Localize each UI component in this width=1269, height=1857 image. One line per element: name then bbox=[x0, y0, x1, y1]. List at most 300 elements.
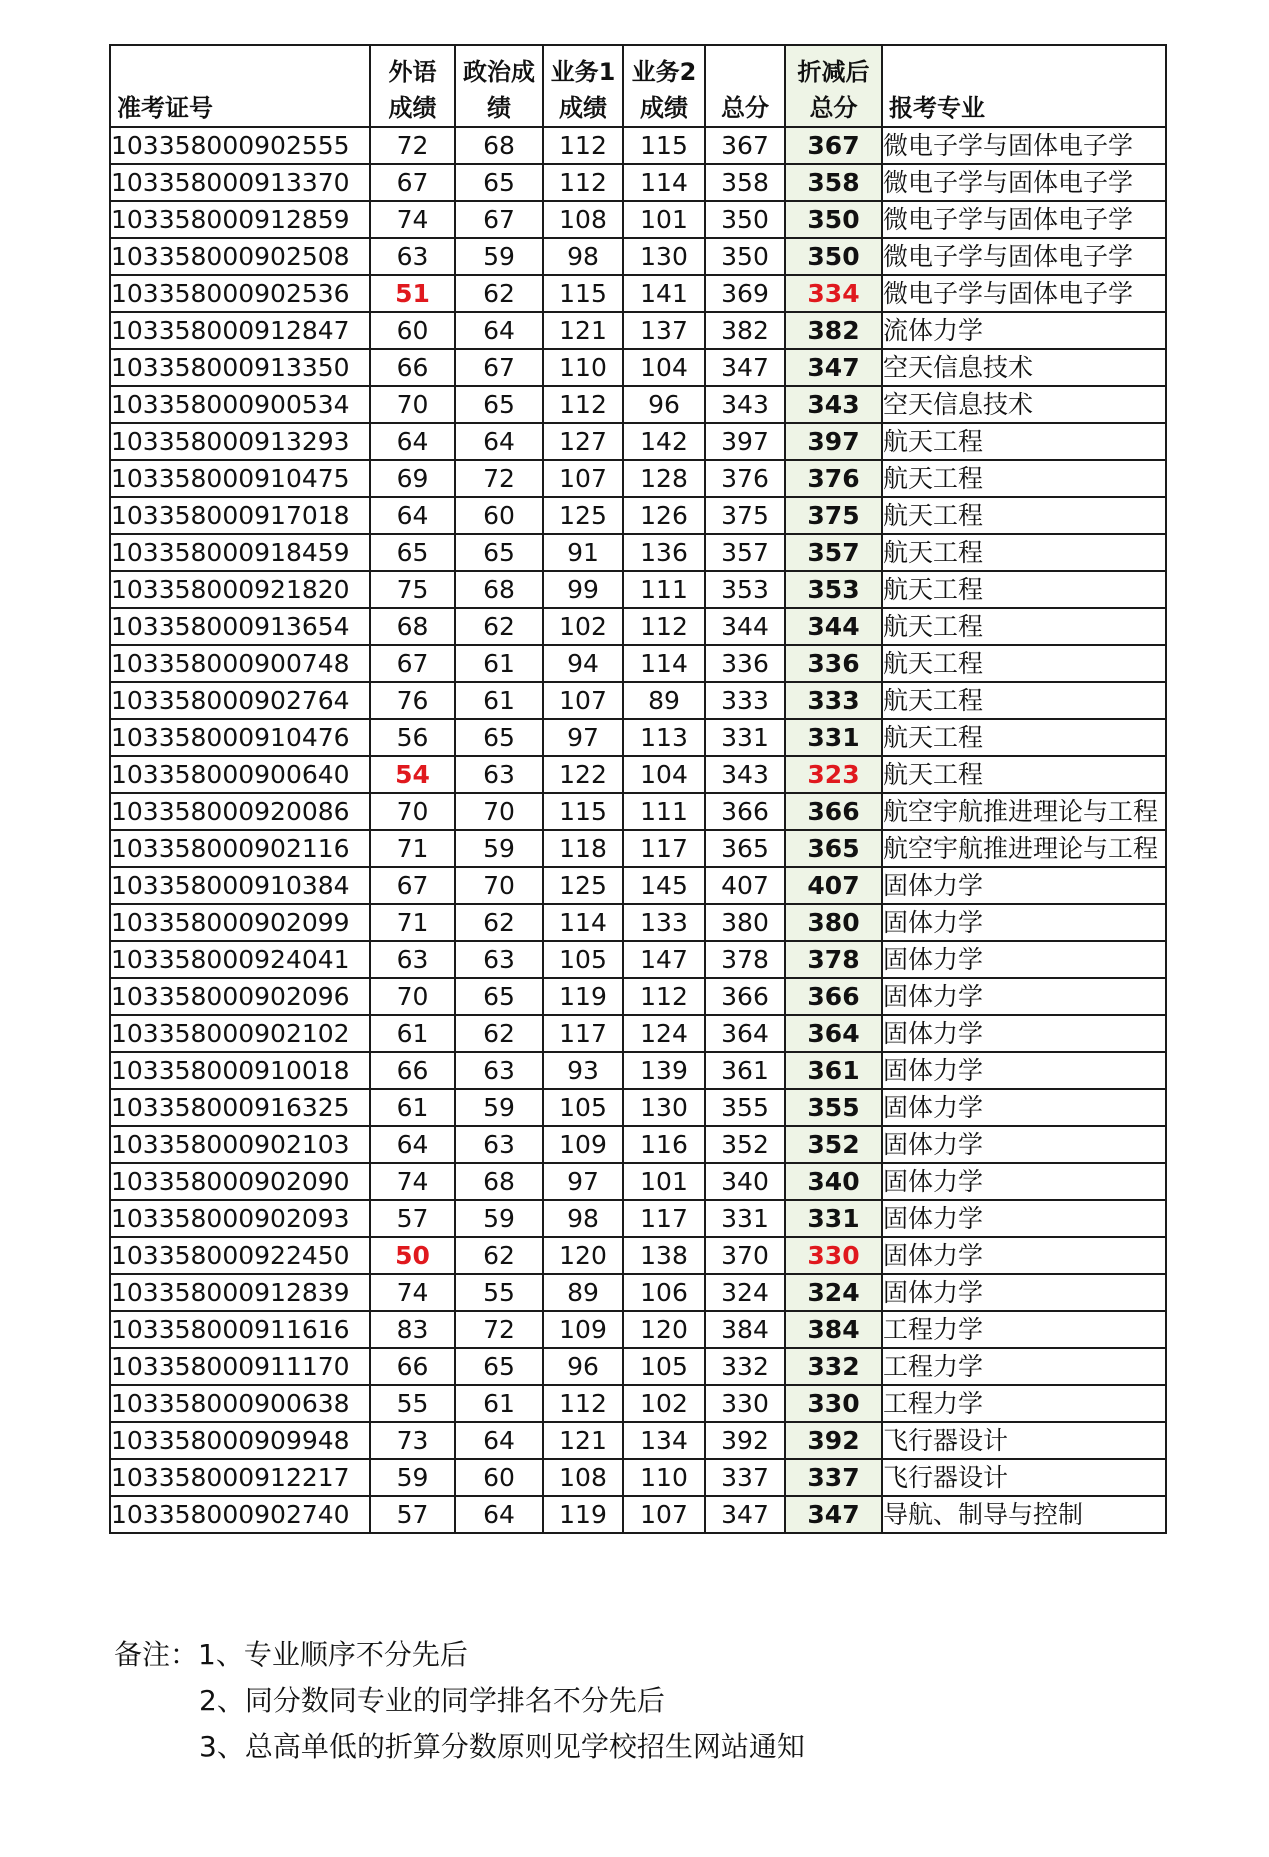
cell-reduced-total: 333 bbox=[785, 682, 882, 719]
cell-subject2: 102 bbox=[623, 1385, 705, 1422]
cell-reduced-total: 347 bbox=[785, 349, 882, 386]
table-row bbox=[110, 608, 1166, 645]
table-row bbox=[110, 1200, 1166, 1237]
cell-total: 343 bbox=[705, 386, 785, 423]
cell-politics: 65 bbox=[455, 978, 543, 1015]
cell-exam-id: 103358000917018 bbox=[110, 497, 370, 534]
cell-subject2: 133 bbox=[623, 904, 705, 941]
cell-subject2: 120 bbox=[623, 1311, 705, 1348]
cell-foreign: 67 bbox=[370, 867, 455, 904]
cell-foreign: 71 bbox=[370, 904, 455, 941]
cell-reduced-total: 355 bbox=[785, 1089, 882, 1126]
table-row bbox=[110, 904, 1166, 941]
cell-exam-id: 103358000902740 bbox=[110, 1496, 370, 1533]
cell-major: 航天工程 bbox=[882, 423, 1166, 460]
cell-total: 380 bbox=[705, 904, 785, 941]
cell-exam-id: 103358000922450 bbox=[110, 1237, 370, 1274]
cell-politics: 62 bbox=[455, 1237, 543, 1274]
cell-total: 366 bbox=[705, 793, 785, 830]
cell-subject2: 124 bbox=[623, 1015, 705, 1052]
cell-total: 324 bbox=[705, 1274, 785, 1311]
cell-foreign: 83 bbox=[370, 1311, 455, 1348]
cell-subject1: 91 bbox=[543, 534, 623, 571]
cell-major: 微电子学与固体电子学 bbox=[882, 275, 1166, 312]
cell-reduced-total: 361 bbox=[785, 1052, 882, 1089]
cell-exam-id: 103358000912217 bbox=[110, 1459, 370, 1496]
cell-reduced-total: 365 bbox=[785, 830, 882, 867]
cell-total: 407 bbox=[705, 867, 785, 904]
cell-major: 微电子学与固体电子学 bbox=[882, 127, 1166, 164]
cell-major: 微电子学与固体电子学 bbox=[882, 238, 1166, 275]
cell-reduced-total: 324 bbox=[785, 1274, 882, 1311]
cell-foreign: 64 bbox=[370, 1126, 455, 1163]
cell-reduced-total: 336 bbox=[785, 645, 882, 682]
cell-exam-id: 103358000913370 bbox=[110, 164, 370, 201]
cell-politics: 64 bbox=[455, 423, 543, 460]
cell-total: 384 bbox=[705, 1311, 785, 1348]
table-row bbox=[110, 793, 1166, 830]
table-row bbox=[110, 1385, 1166, 1422]
cell-subject2: 110 bbox=[623, 1459, 705, 1496]
cell-reduced-total: 323 bbox=[785, 756, 882, 793]
cell-foreign: 66 bbox=[370, 1348, 455, 1385]
cell-subject1: 112 bbox=[543, 1385, 623, 1422]
cell-foreign: 71 bbox=[370, 830, 455, 867]
cell-foreign: 66 bbox=[370, 1052, 455, 1089]
cell-politics: 55 bbox=[455, 1274, 543, 1311]
cell-foreign: 68 bbox=[370, 608, 455, 645]
cell-politics: 67 bbox=[455, 201, 543, 238]
cell-subject2: 138 bbox=[623, 1237, 705, 1274]
cell-total: 378 bbox=[705, 941, 785, 978]
cell-reduced-total: 350 bbox=[785, 201, 882, 238]
table-row bbox=[110, 1052, 1166, 1089]
table-row bbox=[110, 682, 1166, 719]
cell-subject1: 125 bbox=[543, 867, 623, 904]
cell-major: 固体力学 bbox=[882, 941, 1166, 978]
cell-subject1: 119 bbox=[543, 978, 623, 1015]
cell-politics: 63 bbox=[455, 1126, 543, 1163]
cell-exam-id: 103358000900534 bbox=[110, 386, 370, 423]
cell-reduced-total: 382 bbox=[785, 312, 882, 349]
table-row bbox=[110, 867, 1166, 904]
cell-foreign: 70 bbox=[370, 793, 455, 830]
cell-total: 397 bbox=[705, 423, 785, 460]
cell-major: 航天工程 bbox=[882, 571, 1166, 608]
table-row bbox=[110, 830, 1166, 867]
cell-major: 航空宇航推进理论与工程 bbox=[882, 793, 1166, 830]
cell-exam-id: 103358000900640 bbox=[110, 756, 370, 793]
cell-politics: 68 bbox=[455, 571, 543, 608]
cell-subject2: 101 bbox=[623, 1163, 705, 1200]
cell-subject1: 122 bbox=[543, 756, 623, 793]
cell-reduced-total: 367 bbox=[785, 127, 882, 164]
header-politics: 政治成 绩 bbox=[455, 45, 543, 127]
cell-subject2: 111 bbox=[623, 793, 705, 830]
cell-total: 366 bbox=[705, 978, 785, 1015]
cell-exam-id: 103358000910384 bbox=[110, 867, 370, 904]
cell-exam-id: 103358000911170 bbox=[110, 1348, 370, 1385]
cell-subject2: 139 bbox=[623, 1052, 705, 1089]
table-row bbox=[110, 386, 1166, 423]
cell-politics: 63 bbox=[455, 756, 543, 793]
cell-politics: 64 bbox=[455, 312, 543, 349]
cell-exam-id: 103358000913654 bbox=[110, 608, 370, 645]
cell-major: 航天工程 bbox=[882, 497, 1166, 534]
cell-reduced-total: 366 bbox=[785, 978, 882, 1015]
cell-total: 330 bbox=[705, 1385, 785, 1422]
header-foreign: 外语 成绩 bbox=[370, 45, 455, 127]
cell-major: 航天工程 bbox=[882, 608, 1166, 645]
cell-total: 369 bbox=[705, 275, 785, 312]
cell-major: 航天工程 bbox=[882, 460, 1166, 497]
cell-subject1: 99 bbox=[543, 571, 623, 608]
cell-total: 365 bbox=[705, 830, 785, 867]
cell-total: 331 bbox=[705, 719, 785, 756]
table-body bbox=[110, 127, 1166, 1533]
table-row bbox=[110, 645, 1166, 682]
cell-subject1: 112 bbox=[543, 127, 623, 164]
cell-foreign: 74 bbox=[370, 1274, 455, 1311]
cell-total: 358 bbox=[705, 164, 785, 201]
cell-major: 固体力学 bbox=[882, 1237, 1166, 1274]
cell-total: 357 bbox=[705, 534, 785, 571]
cell-subject1: 115 bbox=[543, 275, 623, 312]
cell-foreign: 61 bbox=[370, 1089, 455, 1126]
cell-total: 337 bbox=[705, 1459, 785, 1496]
cell-exam-id: 103358000902099 bbox=[110, 904, 370, 941]
cell-reduced-total: 378 bbox=[785, 941, 882, 978]
cell-subject1: 108 bbox=[543, 201, 623, 238]
cell-foreign: 74 bbox=[370, 201, 455, 238]
cell-politics: 62 bbox=[455, 1015, 543, 1052]
cell-major: 航天工程 bbox=[882, 682, 1166, 719]
cell-politics: 62 bbox=[455, 904, 543, 941]
notes bbox=[114, 1632, 805, 1770]
cell-exam-id: 103358000912839 bbox=[110, 1274, 370, 1311]
cell-foreign: 64 bbox=[370, 497, 455, 534]
header-subject2: 业务2 成绩 bbox=[623, 45, 705, 127]
cell-reduced-total: 358 bbox=[785, 164, 882, 201]
cell-politics: 62 bbox=[455, 275, 543, 312]
cell-major: 航天工程 bbox=[882, 534, 1166, 571]
header-subject1: 业务1 成绩 bbox=[543, 45, 623, 127]
cell-major: 工程力学 bbox=[882, 1348, 1166, 1385]
cell-subject2: 126 bbox=[623, 497, 705, 534]
table-row bbox=[110, 1496, 1166, 1533]
cell-reduced-total: 366 bbox=[785, 793, 882, 830]
cell-exam-id: 103358000920086 bbox=[110, 793, 370, 830]
cell-subject1: 109 bbox=[543, 1126, 623, 1163]
cell-major: 固体力学 bbox=[882, 1126, 1166, 1163]
table-row bbox=[110, 201, 1166, 238]
cell-subject2: 107 bbox=[623, 1496, 705, 1533]
cell-politics: 70 bbox=[455, 793, 543, 830]
cell-politics: 67 bbox=[455, 349, 543, 386]
cell-foreign: 57 bbox=[370, 1496, 455, 1533]
cell-reduced-total: 397 bbox=[785, 423, 882, 460]
cell-subject2: 101 bbox=[623, 201, 705, 238]
table-row bbox=[110, 978, 1166, 1015]
cell-subject2: 142 bbox=[623, 423, 705, 460]
cell-reduced-total: 347 bbox=[785, 1496, 882, 1533]
cell-reduced-total: 330 bbox=[785, 1385, 882, 1422]
cell-subject2: 141 bbox=[623, 275, 705, 312]
cell-major: 固体力学 bbox=[882, 1089, 1166, 1126]
cell-exam-id: 103358000913293 bbox=[110, 423, 370, 460]
cell-total: 340 bbox=[705, 1163, 785, 1200]
cell-reduced-total: 353 bbox=[785, 571, 882, 608]
cell-reduced-total: 375 bbox=[785, 497, 882, 534]
header-row bbox=[110, 45, 1166, 127]
cell-subject1: 96 bbox=[543, 1348, 623, 1385]
cell-reduced-total: 332 bbox=[785, 1348, 882, 1385]
cell-politics: 63 bbox=[455, 1052, 543, 1089]
cell-subject2: 112 bbox=[623, 978, 705, 1015]
cell-subject1: 118 bbox=[543, 830, 623, 867]
cell-subject2: 115 bbox=[623, 127, 705, 164]
cell-total: 364 bbox=[705, 1015, 785, 1052]
cell-foreign: 75 bbox=[370, 571, 455, 608]
cell-subject2: 111 bbox=[623, 571, 705, 608]
cell-subject1: 115 bbox=[543, 793, 623, 830]
cell-politics: 59 bbox=[455, 238, 543, 275]
cell-exam-id: 103358000902096 bbox=[110, 978, 370, 1015]
cell-foreign: 73 bbox=[370, 1422, 455, 1459]
cell-major: 飞行器设计 bbox=[882, 1459, 1166, 1496]
cell-major: 固体力学 bbox=[882, 1163, 1166, 1200]
cell-subject1: 121 bbox=[543, 312, 623, 349]
cell-subject2: 136 bbox=[623, 534, 705, 571]
cell-politics: 72 bbox=[455, 1311, 543, 1348]
cell-subject2: 145 bbox=[623, 867, 705, 904]
cell-major: 固体力学 bbox=[882, 978, 1166, 1015]
cell-politics: 65 bbox=[455, 386, 543, 423]
cell-foreign: 56 bbox=[370, 719, 455, 756]
score-table bbox=[109, 44, 1167, 1534]
cell-subject2: 112 bbox=[623, 608, 705, 645]
cell-foreign: 67 bbox=[370, 164, 455, 201]
cell-exam-id: 103358000902093 bbox=[110, 1200, 370, 1237]
cell-subject1: 110 bbox=[543, 349, 623, 386]
cell-exam-id: 103358000924041 bbox=[110, 941, 370, 978]
cell-major: 工程力学 bbox=[882, 1311, 1166, 1348]
header-total: 总分 bbox=[705, 45, 785, 127]
cell-foreign: 61 bbox=[370, 1015, 455, 1052]
cell-exam-id: 103358000921820 bbox=[110, 571, 370, 608]
cell-foreign: 76 bbox=[370, 682, 455, 719]
header-major: 报考专业 bbox=[882, 45, 1166, 127]
cell-total: 375 bbox=[705, 497, 785, 534]
cell-total: 353 bbox=[705, 571, 785, 608]
cell-subject1: 127 bbox=[543, 423, 623, 460]
cell-total: 361 bbox=[705, 1052, 785, 1089]
cell-total: 350 bbox=[705, 201, 785, 238]
cell-total: 382 bbox=[705, 312, 785, 349]
cell-politics: 61 bbox=[455, 682, 543, 719]
cell-subject1: 102 bbox=[543, 608, 623, 645]
cell-exam-id: 103358000912847 bbox=[110, 312, 370, 349]
cell-subject2: 96 bbox=[623, 386, 705, 423]
cell-politics: 65 bbox=[455, 164, 543, 201]
cell-subject1: 107 bbox=[543, 460, 623, 497]
cell-foreign: 65 bbox=[370, 534, 455, 571]
cell-subject2: 130 bbox=[623, 1089, 705, 1126]
cell-total: 332 bbox=[705, 1348, 785, 1385]
cell-subject1: 98 bbox=[543, 238, 623, 275]
table-row bbox=[110, 423, 1166, 460]
note-3: 3、总高单低的折算分数原则见学校招生网站通知 bbox=[199, 1730, 805, 1763]
cell-politics: 60 bbox=[455, 497, 543, 534]
table-row bbox=[110, 571, 1166, 608]
table-row bbox=[110, 497, 1166, 534]
cell-reduced-total: 334 bbox=[785, 275, 882, 312]
cell-reduced-total: 357 bbox=[785, 534, 882, 571]
table-row bbox=[110, 534, 1166, 571]
cell-major: 导航、制导与控制 bbox=[882, 1496, 1166, 1533]
cell-reduced-total: 392 bbox=[785, 1422, 882, 1459]
cell-total: 376 bbox=[705, 460, 785, 497]
cell-reduced-total: 384 bbox=[785, 1311, 882, 1348]
cell-major: 航天工程 bbox=[882, 719, 1166, 756]
table-row bbox=[110, 1237, 1166, 1274]
header-reduced-total: 折减后 总分 bbox=[785, 45, 882, 127]
cell-total: 370 bbox=[705, 1237, 785, 1274]
cell-foreign: 63 bbox=[370, 941, 455, 978]
cell-subject1: 125 bbox=[543, 497, 623, 534]
table-row bbox=[110, 312, 1166, 349]
table-row bbox=[110, 238, 1166, 275]
table-row bbox=[110, 1126, 1166, 1163]
cell-total: 343 bbox=[705, 756, 785, 793]
cell-politics: 63 bbox=[455, 941, 543, 978]
table-row bbox=[110, 164, 1166, 201]
cell-exam-id: 103358000902090 bbox=[110, 1163, 370, 1200]
table-row bbox=[110, 719, 1166, 756]
table-row bbox=[110, 1348, 1166, 1385]
cell-exam-id: 103358000909948 bbox=[110, 1422, 370, 1459]
cell-foreign: 63 bbox=[370, 238, 455, 275]
cell-major: 流体力学 bbox=[882, 312, 1166, 349]
cell-total: 355 bbox=[705, 1089, 785, 1126]
cell-foreign: 66 bbox=[370, 349, 455, 386]
cell-subject2: 114 bbox=[623, 164, 705, 201]
header-exam-id: 准考证号 bbox=[110, 45, 370, 127]
cell-reduced-total: 352 bbox=[785, 1126, 882, 1163]
cell-politics: 60 bbox=[455, 1459, 543, 1496]
cell-foreign: 54 bbox=[370, 756, 455, 793]
table-row bbox=[110, 1163, 1166, 1200]
cell-reduced-total: 337 bbox=[785, 1459, 882, 1496]
cell-major: 固体力学 bbox=[882, 1200, 1166, 1237]
cell-politics: 62 bbox=[455, 608, 543, 645]
cell-exam-id: 103358000902103 bbox=[110, 1126, 370, 1163]
cell-total: 392 bbox=[705, 1422, 785, 1459]
cell-reduced-total: 343 bbox=[785, 386, 882, 423]
cell-subject1: 98 bbox=[543, 1200, 623, 1237]
cell-reduced-total: 364 bbox=[785, 1015, 882, 1052]
cell-politics: 65 bbox=[455, 534, 543, 571]
cell-exam-id: 103358000902508 bbox=[110, 238, 370, 275]
cell-foreign: 72 bbox=[370, 127, 455, 164]
cell-subject2: 117 bbox=[623, 830, 705, 867]
cell-exam-id: 103358000902116 bbox=[110, 830, 370, 867]
cell-subject2: 106 bbox=[623, 1274, 705, 1311]
cell-subject1: 108 bbox=[543, 1459, 623, 1496]
cell-subject2: 114 bbox=[623, 645, 705, 682]
cell-exam-id: 103358000902102 bbox=[110, 1015, 370, 1052]
cell-subject1: 107 bbox=[543, 682, 623, 719]
table-row bbox=[110, 1459, 1166, 1496]
cell-foreign: 70 bbox=[370, 386, 455, 423]
cell-subject1: 93 bbox=[543, 1052, 623, 1089]
cell-foreign: 70 bbox=[370, 978, 455, 1015]
cell-politics: 61 bbox=[455, 645, 543, 682]
cell-reduced-total: 380 bbox=[785, 904, 882, 941]
cell-subject1: 119 bbox=[543, 1496, 623, 1533]
cell-major: 航天工程 bbox=[882, 645, 1166, 682]
table-row bbox=[110, 1311, 1166, 1348]
cell-major: 航天工程 bbox=[882, 756, 1166, 793]
table-row bbox=[110, 127, 1166, 164]
cell-major: 固体力学 bbox=[882, 1052, 1166, 1089]
note-1: 备注：1、专业顺序不分先后 bbox=[114, 1638, 468, 1671]
table-row bbox=[110, 1274, 1166, 1311]
cell-subject1: 114 bbox=[543, 904, 623, 941]
cell-reduced-total: 331 bbox=[785, 719, 882, 756]
cell-foreign: 64 bbox=[370, 423, 455, 460]
cell-exam-id: 103358000902536 bbox=[110, 275, 370, 312]
cell-total: 352 bbox=[705, 1126, 785, 1163]
cell-subject1: 121 bbox=[543, 1422, 623, 1459]
cell-subject1: 112 bbox=[543, 386, 623, 423]
cell-exam-id: 103358000913350 bbox=[110, 349, 370, 386]
cell-major: 空天信息技术 bbox=[882, 386, 1166, 423]
cell-subject1: 109 bbox=[543, 1311, 623, 1348]
table-row bbox=[110, 349, 1166, 386]
cell-total: 367 bbox=[705, 127, 785, 164]
note-2: 2、同分数同专业的同学排名不分先后 bbox=[199, 1684, 665, 1717]
cell-subject1: 97 bbox=[543, 1163, 623, 1200]
cell-reduced-total: 350 bbox=[785, 238, 882, 275]
cell-foreign: 59 bbox=[370, 1459, 455, 1496]
cell-subject1: 105 bbox=[543, 1089, 623, 1126]
cell-exam-id: 103358000916325 bbox=[110, 1089, 370, 1126]
cell-foreign: 60 bbox=[370, 312, 455, 349]
table-row bbox=[110, 1015, 1166, 1052]
cell-subject2: 137 bbox=[623, 312, 705, 349]
cell-major: 空天信息技术 bbox=[882, 349, 1166, 386]
cell-exam-id: 103358000910018 bbox=[110, 1052, 370, 1089]
cell-politics: 68 bbox=[455, 127, 543, 164]
cell-politics: 59 bbox=[455, 1200, 543, 1237]
cell-reduced-total: 340 bbox=[785, 1163, 882, 1200]
cell-major: 微电子学与固体电子学 bbox=[882, 164, 1166, 201]
cell-foreign: 50 bbox=[370, 1237, 455, 1274]
table-row bbox=[110, 756, 1166, 793]
cell-reduced-total: 331 bbox=[785, 1200, 882, 1237]
table-row bbox=[110, 460, 1166, 497]
cell-politics: 68 bbox=[455, 1163, 543, 1200]
cell-subject1: 89 bbox=[543, 1274, 623, 1311]
cell-reduced-total: 407 bbox=[785, 867, 882, 904]
cell-subject2: 147 bbox=[623, 941, 705, 978]
cell-subject2: 105 bbox=[623, 1348, 705, 1385]
cell-exam-id: 103358000910475 bbox=[110, 460, 370, 497]
cell-exam-id: 103358000902555 bbox=[110, 127, 370, 164]
cell-foreign: 69 bbox=[370, 460, 455, 497]
cell-major: 固体力学 bbox=[882, 867, 1166, 904]
